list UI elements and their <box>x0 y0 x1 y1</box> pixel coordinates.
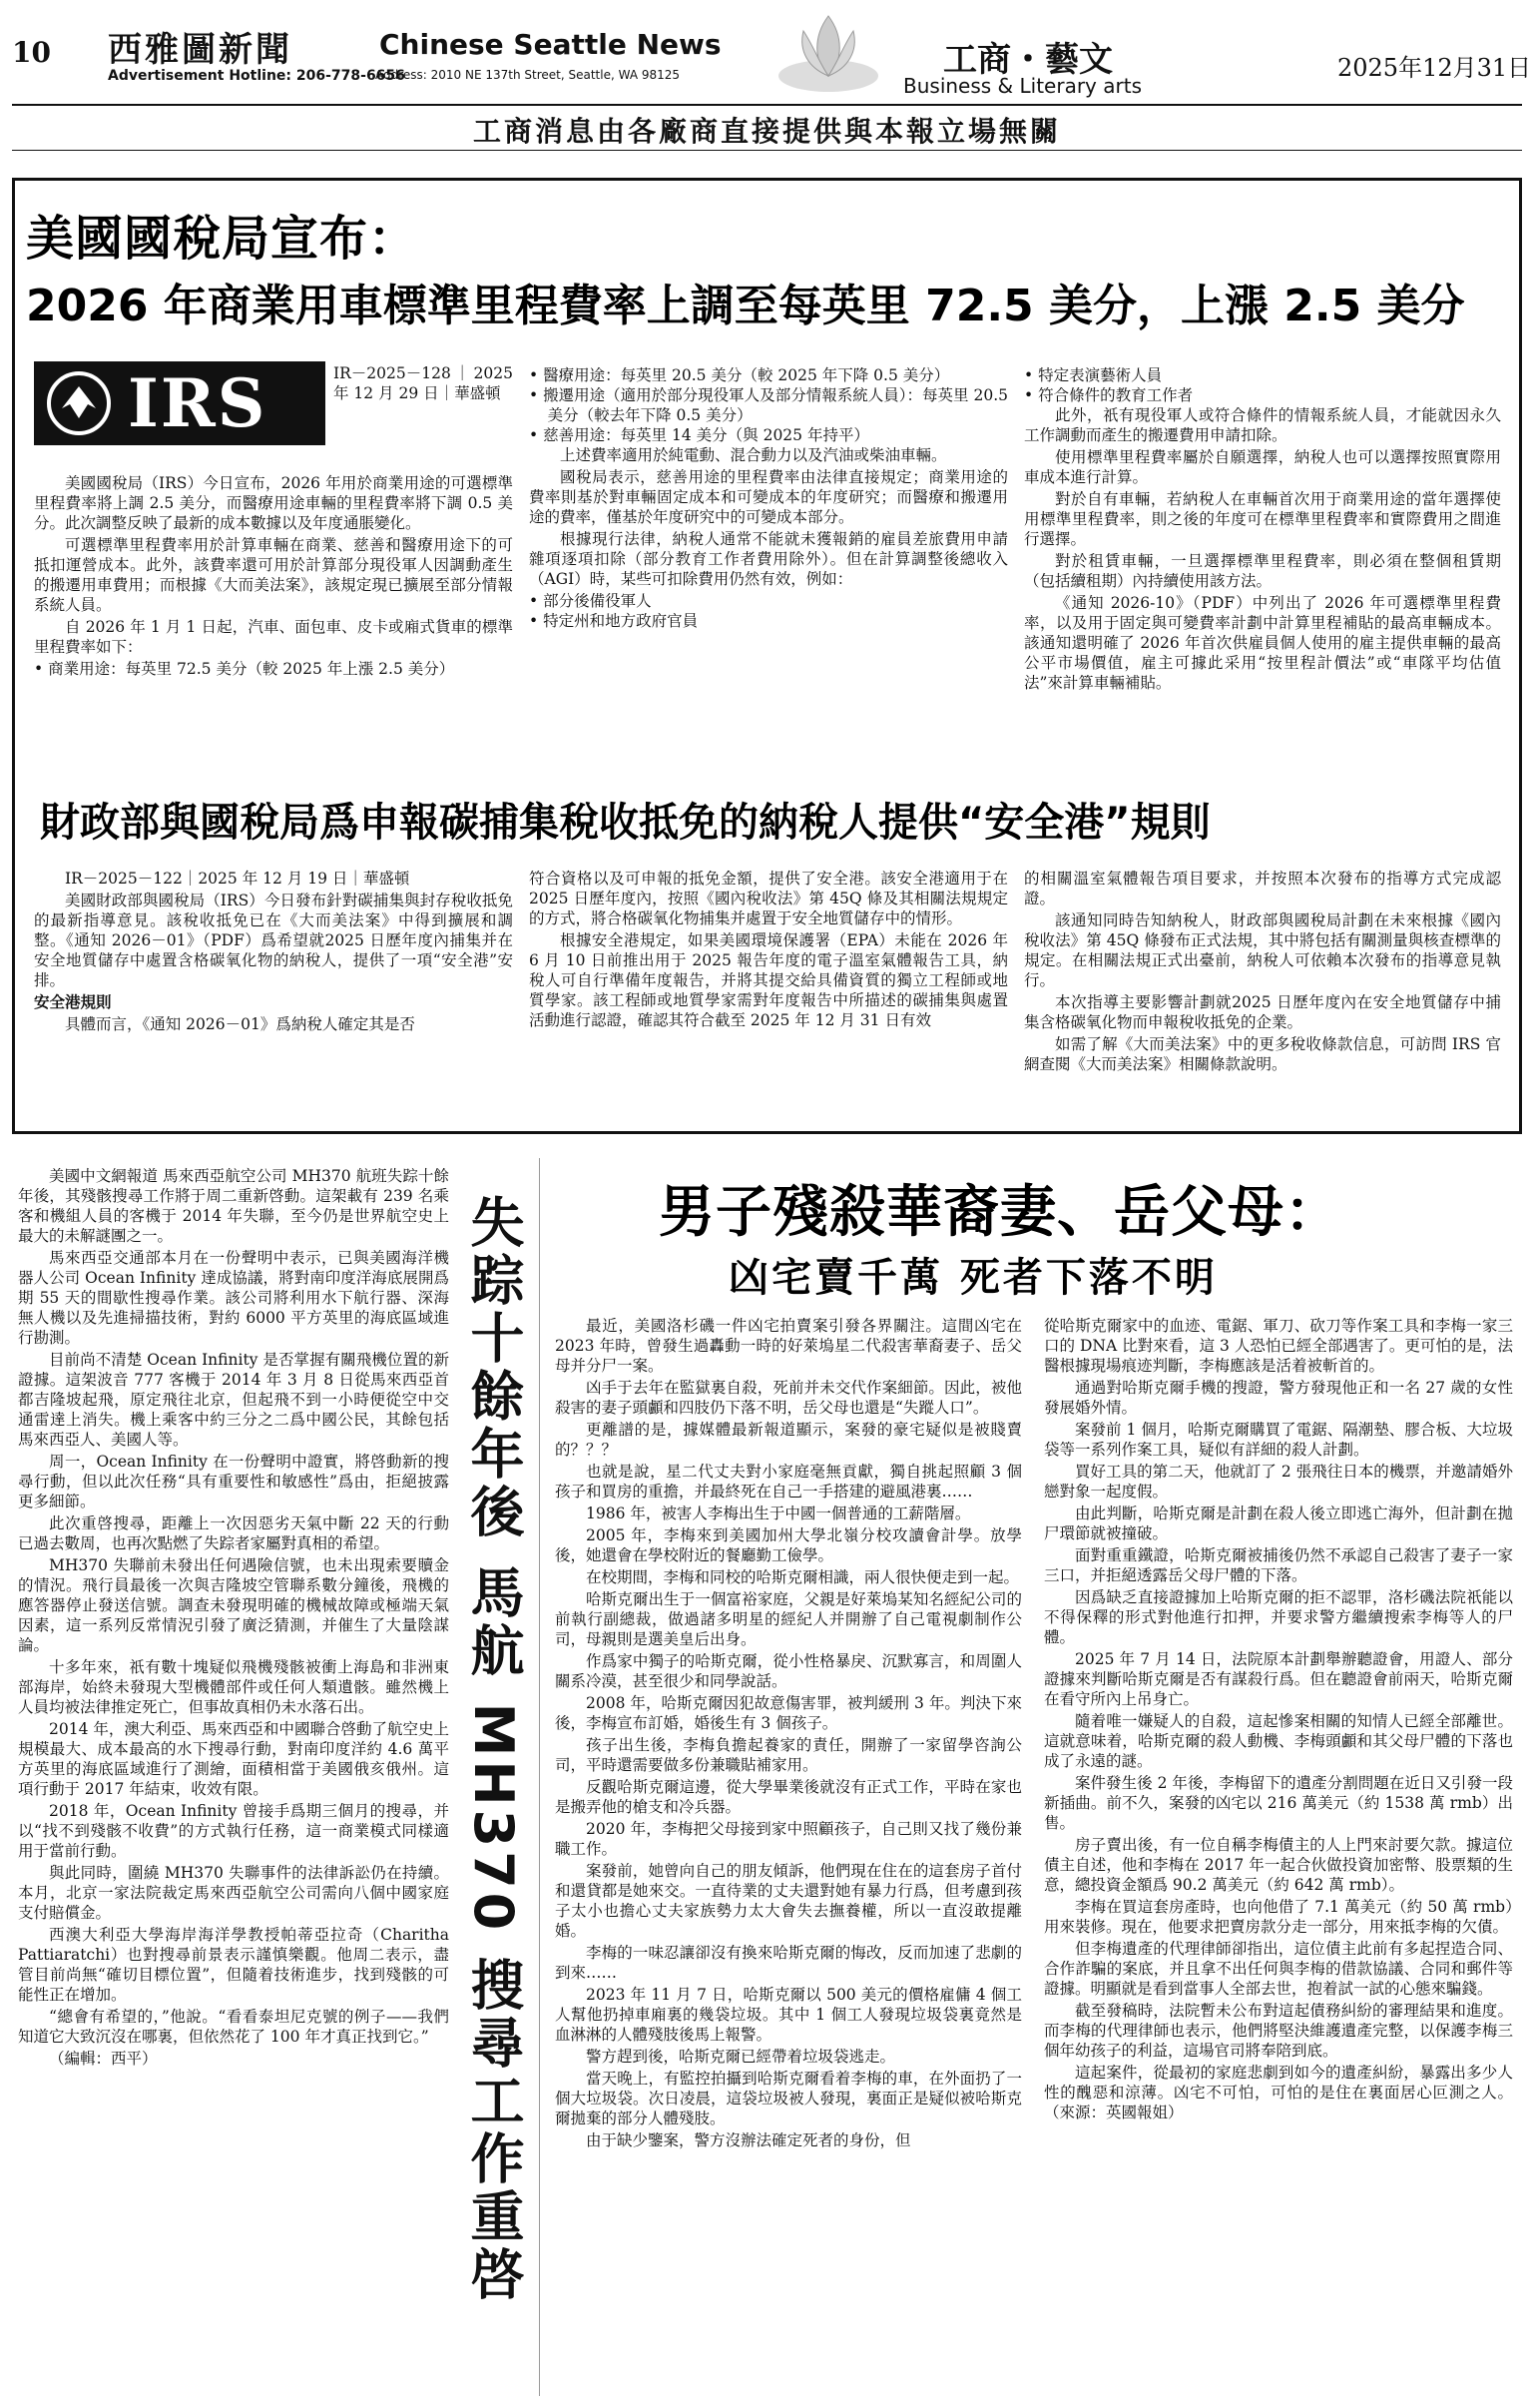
irs-logo-text: IRS <box>128 364 267 442</box>
article2-column-2 <box>529 869 1008 1118</box>
article1-column-2 <box>529 365 1008 771</box>
issue-date: 2025年12月31日 <box>1337 54 1532 82</box>
lotus-emblem <box>773 6 883 106</box>
article1-paragraph: 對於租賃車輛，一旦選擇標準里程費率，則必須在整個租賃期（包括續租期）內持續使用該方法。 <box>1024 552 1501 590</box>
article2-paragraph: 如需了解《大而美法案》中的更多稅收條款信息，可訪問 IRS 官網查閱《大而美法案》相關條款說明。 <box>1024 1035 1501 1073</box>
page-number: 10 <box>12 36 51 69</box>
masthead-rule <box>12 104 1522 106</box>
article2-column-1 <box>34 869 513 1118</box>
article3-paragraph: 周一，Ocean Infinity 在一份聲明中證實，將啓動新的搜尋行動，但以此次任務“具有重要性和敏感性”爲由，拒絕披露更多細節。 <box>18 1453 449 1510</box>
article2-headline: 財政部與國稅局爲申報碳捕集稅收抵免的納稅人提供“安全港”規則 <box>40 800 1211 846</box>
article4-paragraph: 案發前，她曾向自己的朋友傾訴，他們現在住在的這套房子首付和還貸都是她來交。一直待業的丈夫還對她有暴力行爲，但考慮到孩子太小也擔心丈夫家族勢力太大會失去撫養權，所以一直沒敢提離婚。 <box>555 1862 1022 1940</box>
article1-deduction-item: • 部分後備役軍人 <box>529 591 1008 611</box>
article1-deduction-item: • 特定表演藝術人員 <box>1024 365 1501 385</box>
article1-kicker: 美國國稅局宣布： <box>26 211 418 267</box>
article1-paragraph: 上述費率適用於純電動、混合動力以及汽油或柴油車輛。 <box>560 446 947 464</box>
article2-subheading: 安全港規則 <box>34 992 112 1011</box>
article4-paragraph: 最近，美國洛杉磯一件凶宅拍賣案引發各界關注。這間凶宅在 2023 年時，曾發生過轟動一時的好萊塢星二代殺害華裔妻子、岳父母并分尸一案。 <box>555 1317 1022 1375</box>
article4-paragraph: 案件發生後 2 年後，李梅留下的遺產分割問題在近日又引發一段新插曲。前不久，案發的凶宅以 216 萬美元（約 1538 萬 rmb）出售。 <box>1044 1774 1513 1832</box>
article1-deduction-item: • 符合條件的教育工作者 <box>1024 385 1501 405</box>
article1-paragraph: 國稅局表示，慈善用途的里程費率由法律直接規定；商業用途的費率則基於對車輛固定成本和可變成本的年度研究；而醫療和搬遷用途的費率，僅基於年度研究中的可變成本部分。 <box>529 468 1008 526</box>
article4-paragraph: 2008 年，哈斯克爾因犯故意傷害罪，被判緩刑 3 年。判決下來後，李梅宣布訂婚，婚後生有 3 個孩子。 <box>555 1694 1022 1732</box>
article2-paragraph: 的相關溫室氣體報告項目要求，并按照本次發布的指導方式完成認證。 <box>1024 870 1501 907</box>
article1-rate-item: • 商業用途：每英里 72.5 美分（較 2025 年上漲 2.5 美分） <box>34 659 513 679</box>
article1-column-1 <box>34 364 513 771</box>
paper-name-en: Chinese Seattle News <box>379 28 722 61</box>
article3-paragraph: 與此同時，圍繞 MH370 失聯事件的法律訴訟仍在持續。本月，北京一家法院裁定馬來西亞航空公司需向八個中國家庭支付賠償金。 <box>18 1864 449 1922</box>
article4-paragraph: 反觀哈斯克爾這邊，從大學畢業後就沒有正式工作，平時在家也是搬弄他的槍支和冷兵器。 <box>555 1778 1022 1816</box>
article4-headline: 男子殘殺華裔妻、岳父母： <box>659 1179 1341 1245</box>
article2-dateline: IR－2025－122｜2025 年 12 月 19 日｜華盛頓 <box>65 870 410 888</box>
article1-paragraph: 對於自有車輛，若納稅人在車輛首次用于商業用途的當年選擇使用標準里程費率，則之後的年度可在標準里程費率和實際費用之間進行選擇。 <box>1024 490 1501 548</box>
article2-column-3 <box>1024 869 1501 1118</box>
article4-paragraph: 警方趕到後，哈斯克爾已經帶着垃圾袋逃走。 <box>586 2048 896 2066</box>
article4-paragraph: 這起案件，從最初的家庭悲劇到如今的遺產糾紛，暴露出多少人性的醜惡和涼薄。凶宅不可怕，可怕的是住在裏面居心叵測之人。（來源：英國報姐） <box>1044 2064 1513 2121</box>
article1-paragraph: 根據現行法律，納稅人通常不能就未獲報銷的雇員差旅費用申請雜項逐項扣除（部分教育工作者費用除外）。但在計算調整後總收入（AGI）時，某些可扣除費用仍然有效，例如： <box>529 530 1008 588</box>
article4-paragraph: 截至發稿時，法院暫未公布對這起債務糾紛的審理結果和進度。而李梅的代理律師也表示，他們將堅決維護遺產完整，以保護李梅三個年幼孩子的利益，這場官司將奉陪到底。 <box>1044 2002 1513 2060</box>
article4-paragraph: 李梅在買這套房產時，也向他借了 7.1 萬美元（約 50 萬 rmb）用來裝修。現在，他要求把賣房款分走一部分，用來抵李梅的欠債。 <box>1044 1898 1513 1936</box>
article2-paragraph: 本次指導主要影響計劃就2025 日歷年度內在安全地質儲存中捕集含格碳氧化物而申報稅收抵免的企業。 <box>1024 993 1501 1031</box>
article2-paragraph: 具體而言，《通知 2026－01》爲納稅人確定其是否 <box>65 1015 415 1033</box>
address-line: Address: 2010 NE 137th Street, Seattle, WA 98125 <box>375 68 681 82</box>
article4-column-1 <box>555 1316 1022 2398</box>
article1-deduction-item: • 特定州和地方政府官員 <box>529 611 1008 631</box>
article3-paragraph: “總會有希望的，”他說。“看看泰坦尼克號的例子——我們知道它大致沉沒在哪裏，但依然花了 100 年才真正找到它。” <box>18 2008 449 2046</box>
section-title-en: Business & Literary arts <box>903 74 1142 98</box>
article4-paragraph: 作爲家中獨子的哈斯克爾，從小性格暴戾、沉默寡言，和周圍人關系冷漠，甚至很少和同學說話。 <box>555 1652 1022 1690</box>
article4-paragraph: 買好工具的第二天，他就訂了 2 張飛往日本的機票，并邀請婚外戀對象一起度假。 <box>1044 1463 1513 1501</box>
article1-column-3 <box>1024 365 1501 771</box>
article4-paragraph: 2025 年 7 月 14 日，法院原本計劃舉辦聽證會，用證人、部分證據來判斷哈斯克爾是否有謀殺行爲。但在聽證會前兩天，哈斯克爾在看守所內上吊身亡。 <box>1044 1650 1513 1708</box>
article4-paragraph: 通過對哈斯克爾手機的搜證，警方發現他正和一名 27 歲的女性發展婚外情。 <box>1044 1379 1513 1417</box>
article4-paragraph: 隨着唯一嫌疑人的自殺，這起慘案相關的知情人已經全部離世。這就意味着，哈斯克爾的殺人動機、李梅頭顱和其父母尸體的下落也成了永遠的謎。 <box>1044 1712 1513 1770</box>
article-divider <box>539 1158 540 2396</box>
article3-paragraph: 十多年來，祇有數十塊疑似飛機殘骸被衝上海島和非洲東部海岸，始終未發現大型機體部件或任何人類遺骸。雖然機上人員均被法律推定死亡，但事故真相仍未水落石出。 <box>18 1658 449 1716</box>
article4-paragraph: 哈斯克爾出生于一個富裕家庭，父親是好萊塢某知名經紀公司的前執行副總裁，做過諸多明星的經紀人并開辦了自己電視劇制作公司，母親則是選美皇后出身。 <box>555 1590 1022 1648</box>
article1-dateline: IR－2025－128｜2025 年 12 月 29 日｜華盛頓 <box>333 364 513 402</box>
article3-paragraph: 此次重啓搜尋，距離上一次因惡劣天氣中斷 22 天的行動已過去數周，也再次點燃了失踪者家屬對真相的希望。 <box>18 1514 449 1552</box>
article1-paragraph: 使用標準里程費率屬於自願選擇，納稅人也可以選擇按照實際用車成本進行計算。 <box>1024 448 1501 486</box>
article3-paragraph: 馬來西亞交通部本月在一份聲明中表示，已與美國海洋機器人公司 Ocean Infinity 達成協議，將對南印度洋海底展開爲期 55 天的間歇性搜尋作業。該公司將利用水下航行器、深海無人機以及先進掃描技術，對約 6000 平方英里的海底區域進行勘測。 <box>18 1249 449 1347</box>
article1-paragraph: 此外，祇有現役軍人或符合條件的情報系統人員，才能就因永久工作調動而產生的搬遷費用申請扣除。 <box>1024 406 1501 444</box>
article4-paragraph: 因爲缺乏直接證據加上哈斯克爾的拒不認罪，洛杉磯法院祇能以不得保釋的形式對他進行扣押，并要求警方繼續搜索李梅等人的尸體。 <box>1044 1588 1513 1646</box>
article2-paragraph: 根據安全港規定，如果美國環境保護署（EPA）未能在 2026 年 6 月 10 日前推出用于 2025 報告年度的電子溫室氣體報告工具，納稅人可自行準備年度報告，并將其提交給具備資質的獨立工程師或地質學家。該工程師或地質學家需對年度報告中所描述的碳捕集與處置活動進行認證，確認其符合截至 2025 年 12 月 31 日有效 <box>529 931 1008 1029</box>
article4-paragraph: 凶手于去年在監獄裏自殺，死前并未交代作案細節。因此，被他殺害的妻子頭顱和四肢仍下落不明，岳父母也還是“失蹤人口”。 <box>555 1379 1022 1417</box>
article4-paragraph: 面對重重鐵證，哈斯克爾被捕後仍然不承認自己殺害了妻子一家三口，并拒絕透露岳父母尸體的下落。 <box>1044 1546 1513 1584</box>
article2-paragraph: 該通知同時告知納稅人，財政部與國稅局計劃在未來根據《國內稅收法》第 45Q 條發布正式法規，其中將包括有關測量與核查標準的規定。在相關法規正式出臺前，納稅人可依賴本次發布的指導意見執行。 <box>1024 911 1501 989</box>
section-title-cn: 工商・藝文 <box>943 40 1113 80</box>
article4-paragraph: 2020 年，李梅把父母接到家中照顧孩子，自己則又找了幾份兼職工作。 <box>555 1820 1022 1858</box>
article4-paragraph: 但李梅遺產的代理律師卻指出，這位債主此前有多起捏造合同、合作詐騙的案底，并且拿不出任何與李梅的借款協議、合同和郵件等證據。明顯就是看到當事人全部去世，抱着試一試的心態來騙錢。 <box>1044 1940 1513 1998</box>
article4-subhead: 凶宅賣千萬 死者下落不明 <box>729 1255 1218 1301</box>
disclaimer: 工商消息由各廠商直接提供與本報立場無關 <box>472 115 1061 148</box>
article4-paragraph: 李梅的一味忍讓卻沒有換來哈斯克爾的悔改，反而加速了悲劇的到來…… <box>555 1944 1022 1982</box>
article1-paragraph: 可選標準里程費率用於計算車輛在商業、慈善和醫療用途下的可抵扣運營成本。此外，該費率還可用於計算部分現役軍人因調動產生的搬遷用車費用；而根據《大而美法案》，該規定現已擴展至部分情報系統人員。 <box>34 536 513 614</box>
article1-rate-item: • 醫療用途：每英里 20.5 美分（較 2025 年下降 0.5 美分） <box>529 365 1008 385</box>
article2-paragraph: 符合資格以及可申報的抵免金額，提供了安全港。該安全港適用于在 2025 日歷年度內，按照《國內稅收法》第 45Q 條及其相關法規規定的方式，將合格碳氧化物捕集并處置于安全地質儲存中的情形。 <box>529 870 1008 927</box>
article3-paragraph: 目前尚不清楚 Ocean Infinity 是否掌握有關飛機位置的新證據。這架波音 777 客機于 2014 年 3 月 8 日從馬來西亞首都吉隆坡起飛，原定飛往北京，但起飛不到一小時便從空中交通雷達上消失。機上乘客中約三分之二爲中國公民，其餘包括馬來西亞人、美國人等。 <box>18 1351 449 1449</box>
article4-paragraph: 案發前 1 個月，哈斯克爾購買了電鋸、隔潮墊、膠合板、大垃圾袋等一系列作案工具，疑似有詳細的殺人計劃。 <box>1044 1421 1513 1459</box>
article4-paragraph: 房子賣出後，有一位自稱李梅債主的人上門來討要欠款。據這位債主自述，他和李梅在 2017 年一起合伙做投資加密幣、股票類的生意，總投資金額爲 90.2 萬美元（約 642 萬 rmb）。 <box>1044 1836 1513 1894</box>
article3-body <box>18 1166 449 2396</box>
article3-paragraph: 2014 年，澳大利亞、馬來西亞和中國聯合啓動了航空史上規模最大、成本最高的水下搜尋行動，對南印度洋約 4.6 萬平方英里的海底區域進行了測繪，面積相當于美國俄亥俄州。這項行動于 2017 年結束，收效有限。 <box>18 1720 449 1798</box>
article4-paragraph: 從哈斯克爾家中的血迹、電鋸、軍刀、砍刀等作案工具和李梅一家三口的 DNA 比對來看，這 3 人恐怕已經全部遇害了。更可怕的是，法醫根據現場痕迹判斷，李梅應該是活着被斬首的。 <box>1044 1317 1513 1375</box>
article1-paragraph: 美國國稅局（IRS）今日宣布，2026 年用於商業用途的可選標準里程費率將上調 2.5 美分，而醫療用途車輛的里程費率將下調 0.5 美分。此次調整反映了最新的成本數據以及年度通脹變化。 <box>34 474 513 532</box>
article2-paragraph: 美國財政部與國稅局（IRS）今日發布針對碳捕集與封存稅收抵免的最新指導意見。該稅收抵免已在《大而美法案》中得到擴展和調整。《通知 2026－01》（PDF）爲希望就2025 日歷年度內捕集并在安全地質儲存中處置含格碳氧化物的納稅人，提供了一項“安全港”安排。 <box>34 892 513 989</box>
article4-paragraph: 孩子出生後，李梅負擔起養家的責任，開辦了一家留學咨詢公司，平時還需要做多份兼職貼補家用。 <box>555 1736 1022 1774</box>
article4-paragraph: 也就是說，星二代丈夫對小家庭毫無貢獻，獨自挑起照顧 3 個孩子和買房的重擔，并最終死在自己一手搭建的避風港裏…… <box>555 1463 1022 1501</box>
article4-paragraph: 由此判斷，哈斯克爾是計劃在殺人後立即逃亡海外，但計劃在拋尸環節就被撞破。 <box>1044 1505 1513 1542</box>
article4-paragraph: 當天晚上，有監控拍攝到哈斯克爾看着李梅的車，在外面扔了一個大垃圾袋。次日凌晨，這袋垃圾被人發現，裏面正是疑似被哈斯克爾拋棄的部分人體殘肢。 <box>555 2070 1022 2127</box>
article1-paragraph: 自 2026 年 1 月 1 日起，汽車、面包車、皮卡或廂式貨車的標準里程費率如下： <box>34 618 513 656</box>
article4-paragraph: 1986 年，被害人李梅出生于中國一個普通的工薪階層。 <box>586 1505 971 1522</box>
article3-editor: （編輯：西平） <box>49 2050 158 2068</box>
article3-vertical-headline: 失踪十餘年後 馬航 MH370 搜尋工作重啓 <box>462 1194 525 2305</box>
article4-column-2 <box>1044 1316 1513 2398</box>
article1-rate-item: • 搬遷用途（適用於部分現役軍人及部分情報系統人員）：每英里 20.5 美分（較去年下降 0.5 美分） <box>529 385 1008 425</box>
article1-paragraph: 《通知 2026-10》（PDF）中列出了 2026 年可選標準里程費率，以及用于固定與可變費率計劃中計算里程補貼的最高車輛成本。該通知還明確了 2026 年首次供雇員個人使用的雇主提供車輛的最高公平市場價值，雇主可據此采用“按里程計價法”或“車隊平均估值法”來計算車輛補貼。 <box>1024 594 1501 692</box>
article1-rate-item: • 慈善用途：每英里 14 美分（與 2025 年持平） <box>529 425 1008 445</box>
article3-paragraph: 西澳大利亞大學海岸海洋學教授帕蒂亞拉奇（Charitha Pattiaratchi）也對搜尋前景表示謹慎樂觀。他周二表示，盡管目前尚無“確切目標位置”，但隨着技術進步，找到殘骸的可能性正在增加。 <box>18 1926 449 2004</box>
article1-headline: 2026 年商業用車標準里程費率上調至每英里 72.5 美分，上漲 2.5 美分 <box>26 281 1465 331</box>
article4-paragraph: 2023 年 11 月 7 日，哈斯克爾以 500 美元的價格雇傭 4 個工人幫他扔掉車廂裏的幾袋垃圾。其中 1 個工人發現垃圾袋裏竟然是血淋淋的人體殘肢後馬上報警。 <box>555 1986 1022 2044</box>
article3-paragraph: 2018 年，Ocean Infinity 曾接手爲期三個月的搜尋，并以“找不到殘骸不收費”的方式執行任務，這一商業模式同樣適用于當前行動。 <box>18 1802 449 1860</box>
disclaimer-rule <box>12 150 1522 151</box>
article3-paragraph: MH370 失聯前未發出任何遇險信號，也未出現索要贖金的情況。飛行員最後一次與吉隆坡空管聯系數分鐘後，飛機的應答器停止發送信號。調查未發現明確的機械故障或極端天氣因素，這一系列反常情況引發了廣泛猜測，并催生了大量陰謀論。 <box>18 1556 449 1654</box>
article4-paragraph: 由于缺少鑒案，警方沒辦法確定死者的身份，但 <box>586 2131 911 2149</box>
article3-paragraph: 美國中文網報道 馬來西亞航空公司 MH370 航班失踪十餘年後，其殘骸搜尋工作將于周二重新啓動。這架載有 239 名乘客和機組人員的客機于 2014 年失聯，至今仍是世界航空史上最大的未解謎團之一。 <box>18 1167 449 1245</box>
paper-name-cn: 西雅圖新聞 <box>108 30 292 70</box>
article4-paragraph: 在校期間，李梅和同校的哈斯克爾相識，兩人很快便走到一起。 <box>586 1568 1020 1586</box>
article4-paragraph: 更離譜的是，據媒體最新報道顯示，案發的豪宅疑似是被賤賣的？？？ <box>555 1421 1022 1459</box>
ad-hotline: Advertisement Hotline: 206-778-6656 <box>108 68 405 84</box>
article4-paragraph: 2005 年，李梅來到美國加州大學北嶺分校攻讀會計學。放學後，她還會在學校附近的餐廳勤工儉學。 <box>555 1526 1022 1564</box>
